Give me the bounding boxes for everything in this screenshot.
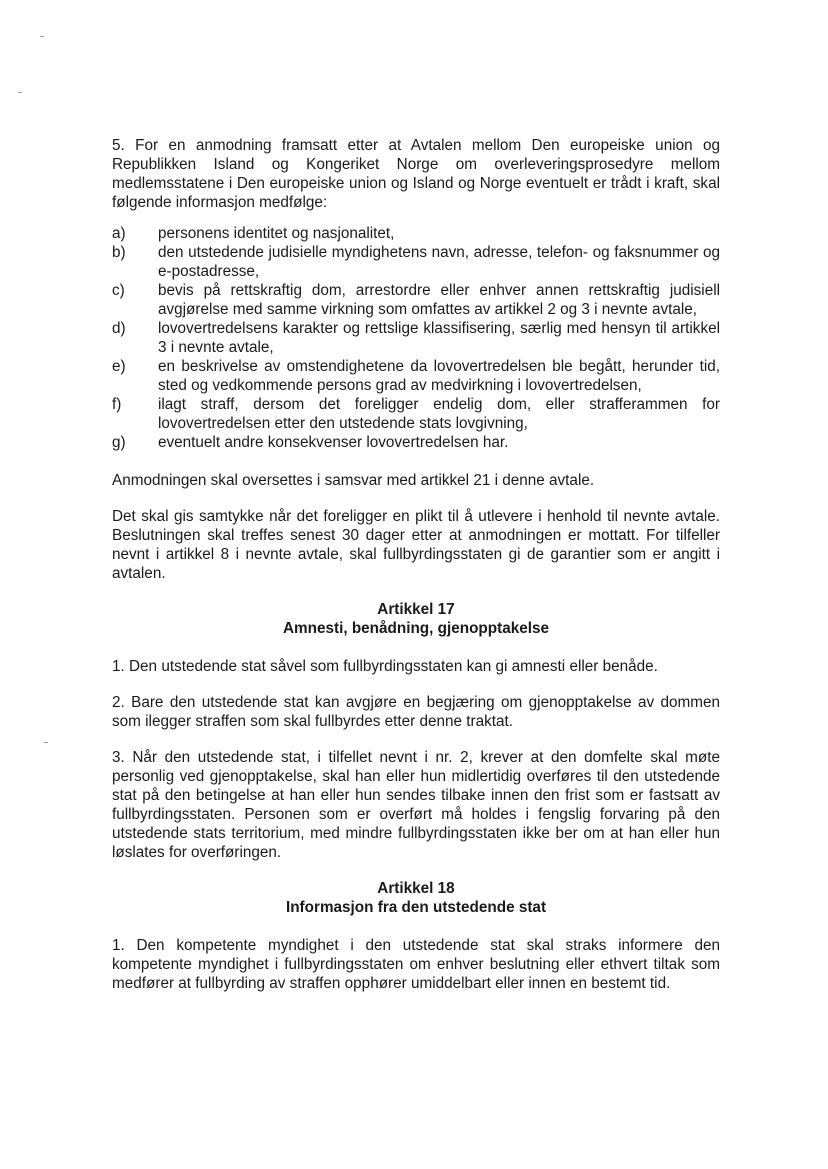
scan-mark	[18, 92, 22, 93]
list-item-text: eventuelt andre konsekvenser lovovertredelsen har.	[158, 434, 509, 451]
intro-paragraph: 5. For en anmodning framsatt etter at Avtalen mellom Den europeiske union og Republikken Island og Kongeriket Norge om overleveringsprosedyre mellom medlemsstatene i Den europeiske union og Island og Norge eventuelt er trådt i kraft, skal følgende informasjon medfølge:	[112, 137, 720, 211]
list-item-text: bevis på rettskraftig dom, arrestordre eller enhver annen rettskraftig judisiell avgjørelse med samme virkning som omfattes av artikkel 2 og 3 i nevnte avtale,	[158, 282, 720, 318]
list-item	[112, 395, 720, 433]
list-item	[112, 357, 720, 395]
list-item-text: ilagt straff, dersom det foreligger endelig dom, eller strafferammen for lovovertredelsen etter den utstedende stats lovgivning,	[158, 396, 720, 432]
list-item	[112, 433, 720, 452]
list-item	[112, 243, 720, 281]
article-17-heading	[112, 600, 720, 638]
list-item-text: lovovertredelsens karakter og rettslige klassifisering, særlig med hensyn til artikkel 3 i nevnte avtale,	[158, 320, 720, 356]
article-17-number: Artikkel 17	[377, 601, 455, 618]
list-item	[112, 281, 720, 319]
list-item-text: den utstedende judisielle myndighetens navn, adresse, telefon- og faksnummer og e-postadresse,	[158, 244, 720, 280]
list-item-label: d)	[112, 320, 126, 337]
article-17-title: Amnesti, benådning, gjenopptakelse	[282, 620, 550, 637]
article-18-paragraph-1: 1. Den kompetente myndighet i den utstedende stat skal straks informere den kompetente myndighet i fullbyrdingsstaten om enhver beslutning eller ethvert tiltak som medfører at fullbyrding av straffen opphører umiddelbart eller innen en bestemt tid.	[112, 937, 720, 992]
list-item-label: e)	[112, 358, 126, 375]
article-18-title: Informasjon fra den utstedende stat	[285, 899, 547, 916]
list-item-label: g)	[112, 434, 126, 451]
consent-paragraph: Det skal gis samtykke når det foreligger en plikt til å utlevere i henhold til nevnte avtale. Beslutningen skal treffes senest 30 dager etter at anmodningen er mottatt. For tilfeller nevnt i artikkel 8 i nevnte avtale, skal fullbyrdingsstaten gi de garantier som er angitt i avtalen.	[112, 508, 720, 582]
list-item-label: b)	[112, 244, 126, 261]
list-item-label: c)	[112, 282, 125, 299]
article-17-paragraph-2: 2. Bare den utstedende stat kan avgjøre en begjæring om gjenopptakelse av dommen som ilegger straffen som skal fullbyrdes etter denne traktat.	[112, 694, 720, 730]
scan-mark	[40, 36, 44, 37]
translation-paragraph: Anmodningen skal oversettes i samsvar med artikkel 21 i denne avtale.	[112, 472, 595, 489]
list-item-label: a)	[112, 225, 126, 242]
list-item	[112, 319, 720, 357]
information-list	[112, 224, 720, 452]
list-item-text: en beskrivelse av omstendighetene da lovovertredelsen ble begått, herunder tid, sted og vedkommende persons grad av medvirkning i lovovertredelsen,	[158, 358, 720, 394]
list-item-label: f)	[112, 396, 122, 413]
article-18-number: Artikkel 18	[377, 880, 455, 897]
article-17-paragraph-1: 1. Den utstedende stat såvel som fullbyrdingsstaten kan gi amnesti eller benåde.	[112, 658, 658, 675]
list-item	[112, 224, 720, 243]
article-18-heading	[112, 879, 720, 917]
article-17-paragraph-3: 3. Når den utstedende stat, i tilfellet nevnt i nr. 2, krever at den domfelte skal møte personlig ved gjenopptakelse, skal han eller hun midlertidig overføres til den utstedende stat på den betingelse at han eller hun sendes tilbake innen den frist som er fastsatt av fullbyrdingsstaten. Personen som er overført må holdes i fengslig forvaring på den utstedende stats territorium, med mindre fullbyrdingsstaten ikke ber om at han eller hun løslates for overføringen.	[112, 749, 720, 861]
list-item-text: personens identitet og nasjonalitet,	[158, 225, 395, 242]
scan-mark	[44, 742, 48, 743]
document-page	[112, 136, 720, 1010]
